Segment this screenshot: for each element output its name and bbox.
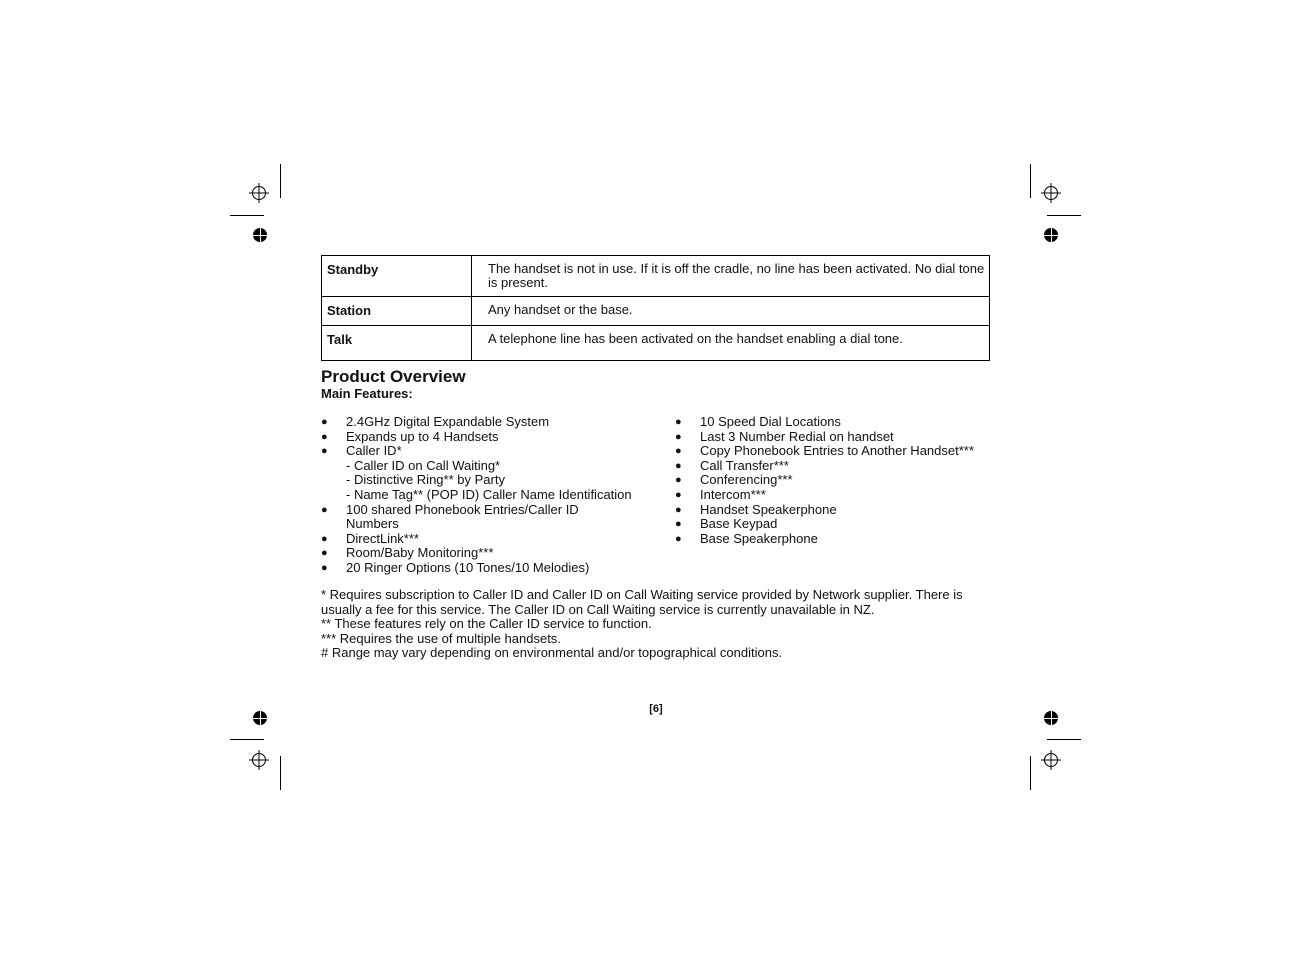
crosshair-circle-icon	[1041, 750, 1061, 770]
features-list-left	[321, 415, 651, 576]
feature-text: Conferencing***	[700, 472, 793, 488]
feature-text: Last 3 Number Redial on handset	[700, 428, 894, 444]
footnote: ** These features rely on the Caller ID service to function.	[321, 616, 652, 632]
list-item	[321, 503, 606, 532]
crop-mark	[1030, 756, 1031, 790]
feature-text: 10 Speed Dial Locations	[700, 414, 841, 429]
crosshair-circle-icon	[249, 183, 269, 203]
list-item	[675, 444, 995, 459]
feature-text: 100 shared Phonebook Entries/Caller ID Numbers	[346, 501, 579, 532]
feature-text: Caller ID*	[346, 443, 402, 459]
term-cell: Talk	[322, 326, 472, 361]
table-row	[322, 297, 990, 326]
bullet-icon: ●	[321, 547, 328, 560]
table-row	[322, 326, 990, 361]
bullet-icon: ●	[675, 518, 682, 531]
bullet-icon: ●	[675, 532, 682, 545]
bullet-icon: ●	[321, 430, 328, 443]
list-item	[321, 444, 651, 502]
crop-mark	[230, 739, 264, 740]
term-cell: Standby	[322, 256, 472, 297]
bullet-icon: ●	[675, 503, 682, 516]
terminology-table	[321, 255, 990, 361]
feature-text: Expands up to 4 Handsets	[346, 428, 499, 444]
bullet-icon: ●	[321, 445, 328, 458]
list-item	[321, 546, 651, 561]
feature-text: Base Speakerphone	[700, 530, 818, 546]
feature-text: 20 Ringer Options (10 Tones/10 Melodies)	[346, 559, 590, 575]
sub-feature-text: - Name Tag** (POP ID) Caller Name Identification	[346, 486, 632, 502]
table-row	[322, 256, 990, 297]
sub-feature-text: - Caller ID on Call Waiting*	[346, 457, 501, 473]
bullet-icon: ●	[675, 488, 682, 501]
list-item	[321, 415, 651, 430]
list-item	[675, 430, 995, 445]
list-item	[675, 503, 995, 518]
list-item	[321, 561, 651, 576]
list-item	[675, 517, 995, 532]
feature-text: Room/Baby Monitoring***	[346, 545, 494, 561]
list-item	[675, 488, 995, 503]
bullet-icon: ●	[321, 561, 328, 574]
bullet-icon: ●	[321, 503, 328, 516]
list-item	[321, 532, 651, 547]
crop-mark	[230, 215, 264, 216]
registration-dot-icon	[253, 228, 267, 242]
feature-text: Base Keypad	[700, 516, 778, 532]
footnote: *** Requires the use of multiple handsets.	[321, 630, 561, 646]
feature-text: Call Transfer***	[700, 457, 789, 473]
crosshair-circle-icon	[1041, 183, 1061, 203]
feature-text: Intercom***	[700, 486, 766, 502]
crop-mark	[280, 756, 281, 790]
bullet-icon: ●	[321, 416, 328, 428]
footnote: # Range may vary depending on environmental and/or topographical conditions.	[321, 645, 783, 661]
list-item	[321, 430, 651, 445]
section-title: Product Overview	[321, 367, 466, 386]
list-item	[675, 532, 995, 547]
crop-mark	[1047, 739, 1081, 740]
crosshair-circle-icon	[249, 750, 269, 770]
bullet-icon: ●	[675, 459, 682, 472]
footnotes	[321, 588, 991, 661]
sub-feature-text: - Distinctive Ring** by Party	[346, 472, 505, 488]
bullet-icon: ●	[675, 474, 682, 487]
features-list-right	[675, 415, 995, 546]
crop-mark	[1047, 215, 1081, 216]
page-number: [6]	[649, 703, 663, 715]
list-item	[675, 459, 995, 474]
bullet-icon: ●	[675, 416, 682, 428]
bullet-icon: ●	[321, 532, 328, 545]
bullet-icon: ●	[675, 445, 682, 458]
description-cell: A telephone line has been activated on the handset enabling a dial tone.	[472, 326, 990, 361]
description-cell: The handset is not in use. If it is off the cradle, no line has been activated. No dial tone is present.	[472, 256, 990, 297]
term-cell: Station	[322, 297, 472, 326]
crop-mark	[280, 164, 281, 198]
list-item	[675, 473, 995, 488]
feature-text: Handset Speakerphone	[700, 501, 837, 517]
feature-text: DirectLink***	[346, 530, 419, 546]
feature-text: Copy Phonebook Entries to Another Handset***	[700, 443, 974, 459]
list-item	[675, 415, 995, 430]
description-cell: Any handset or the base.	[472, 297, 990, 326]
section-subtitle: Main Features:	[321, 386, 413, 401]
crop-mark	[1030, 164, 1031, 198]
feature-text: 2.4GHz Digital Expandable System	[346, 414, 550, 429]
bullet-icon: ●	[675, 430, 682, 443]
registration-dot-icon	[1044, 228, 1058, 242]
footnote: * Requires subscription to Caller ID and Caller ID on Call Waiting service provided by Network supplier. There is usually a fee for this service. The Caller ID on Call Waiting service is currently unavailable in NZ.	[321, 587, 963, 617]
